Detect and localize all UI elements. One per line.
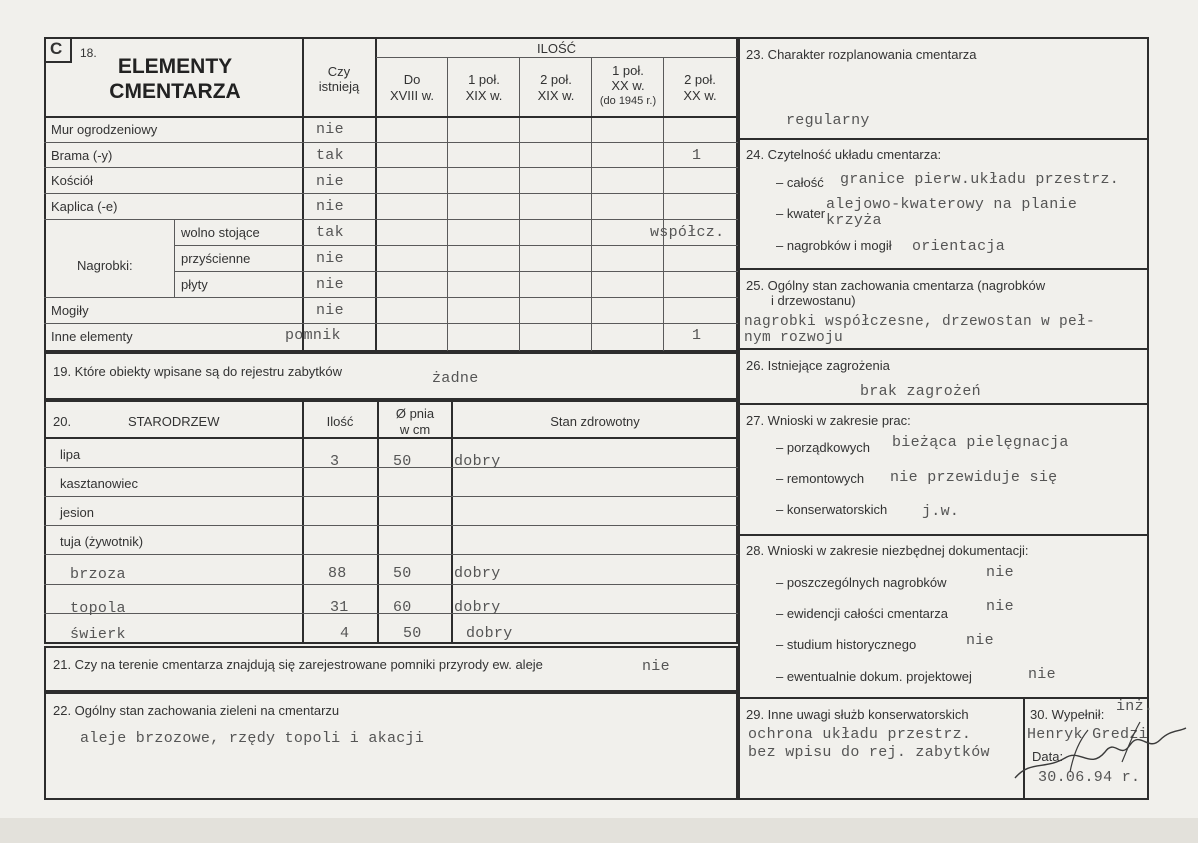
s21-value: nie <box>642 658 670 675</box>
col-header-l2: XIX w. <box>537 88 575 103</box>
s25-value-2: nym rozwoju <box>744 330 844 346</box>
tree-name: tuja (żywotnik) <box>60 534 144 549</box>
s24-kwater-value-1: alejowo-kwaterowy na planie <box>826 196 1078 213</box>
s27-item-label: – porządkowych <box>776 440 870 455</box>
s24-kwater-label: – kwater <box>776 206 826 221</box>
s20-col-qty: Ilość <box>326 414 354 429</box>
s28-item-label: – ewidencji całości cmentarza <box>776 606 948 621</box>
s27-label: 27. Wnioski w zakresie prac: <box>746 413 911 428</box>
s19-value: żadne <box>432 370 479 387</box>
s25-label-1: 25. Ogólny stan zachowania cmentarza (nagrobków <box>746 278 1046 293</box>
s27-item-value: nie przewiduje się <box>890 469 1058 486</box>
tree-diam: 50 <box>393 453 412 470</box>
s23-value: regularny <box>786 112 870 129</box>
row-label: Kaplica (-e) <box>51 199 118 214</box>
row-label: Mogiły <box>51 303 89 318</box>
col-header-l2: XX w. <box>683 88 717 103</box>
s27-item-value: bieżąca pielęgnacja <box>892 434 1069 451</box>
col-header-l1: 2 poł. <box>684 72 716 87</box>
row-label: przyścienne <box>181 251 251 266</box>
col-header-l2: XVIII w. <box>389 88 435 103</box>
s19-label: 19. Które obiekty wpisane są do rejestru zabytków <box>53 364 343 379</box>
tree-state: dobry <box>454 565 501 582</box>
s28-label: 28. Wnioski w zakresie niezbędnej dokumentacji: <box>746 543 1029 558</box>
tree-qty: 88 <box>328 565 347 582</box>
s23-label: 23. Charakter rozplanowania cmentarza <box>746 47 977 62</box>
row-label: Inne elementy <box>51 329 133 344</box>
s30-date-label: Data: <box>1032 749 1064 764</box>
s24-calosc-value: granice pierw.układu przestrz. <box>840 171 1120 188</box>
col-header-l1: 1 poł. <box>612 63 644 78</box>
row-label: wolno stojące <box>181 225 260 240</box>
card-bottom-edge <box>0 818 1198 843</box>
col-header-l1: Do <box>403 72 421 87</box>
row-count: 1 <box>692 147 702 164</box>
tree-name: lipa <box>60 447 81 462</box>
s24-nagrobkow-value: orientacja <box>912 238 1006 255</box>
col-header-l1: 2 poł. <box>540 72 572 87</box>
row-exists: nie <box>316 198 344 215</box>
tree-state: dobry <box>454 599 501 616</box>
row-label: Mur ogrodzeniowy <box>51 122 158 137</box>
row-label: płyty <box>181 277 208 292</box>
row-exists: nie <box>316 121 344 138</box>
col-header-l2: XIX w. <box>465 88 503 103</box>
row-exists: nie <box>316 276 344 293</box>
s28-item-label: – ewentualnie dokum. projektowej <box>776 669 972 684</box>
section-title-line1: ELEMENTY <box>117 55 233 78</box>
s29-label: 29. Inne uwagi służb konserwatorskich <box>746 707 969 722</box>
s28-item-value: nie <box>966 632 994 649</box>
s22-value: aleje brzozowe, rzędy topoli i akacji <box>80 730 425 747</box>
s28-item-label: – studium historycznego <box>776 637 917 652</box>
tree-qty: 3 <box>330 453 340 470</box>
s30-label: 30. Wypełnił: <box>1030 707 1105 722</box>
s20-col-diam-2: w cm <box>399 422 431 437</box>
s30-date-value: 30.06.94 r. <box>1038 769 1141 786</box>
s28-item-label: – poszczególnych nagrobków <box>776 575 947 590</box>
s20-number: 20. <box>53 414 72 429</box>
s27-item-label: – konserwatorskich <box>776 502 888 517</box>
s24-calosc-label: – całość <box>776 175 824 190</box>
row-exists: nie <box>316 173 344 190</box>
row-label: Kościół <box>51 173 93 188</box>
s22-label: 22. Ogólny stan zachowania zieleni na cmentarzu <box>53 703 340 718</box>
col-header-l1: 1 poł. <box>468 72 500 87</box>
tree-qty: 31 <box>330 599 349 616</box>
row-count: współcz. <box>650 224 725 241</box>
row-exists: tak <box>316 147 344 164</box>
s25-value-1: nagrobki współczesne, drzewostan w peł- <box>744 314 1096 330</box>
czy-header-1: Czy <box>327 64 351 79</box>
s28-item-value: nie <box>986 598 1014 615</box>
tree-name: świerk <box>70 626 126 643</box>
nagrobki-label: Nagrobki: <box>77 258 133 273</box>
row-count: 1 <box>692 327 702 344</box>
tree-diam: 60 <box>393 599 412 616</box>
tree-name: brzoza <box>70 566 126 583</box>
tree-name: topola <box>70 600 126 617</box>
row-exists: nie <box>316 250 344 267</box>
row-exists: pomnik <box>285 327 341 344</box>
ilosc-header: ILOŚĆ <box>536 41 576 56</box>
s28-item-value: nie <box>986 564 1014 581</box>
s24-kwater-value-2: krzyża <box>826 212 882 229</box>
row-exists: tak <box>316 224 344 241</box>
s30-title: inż. <box>1116 698 1154 715</box>
tree-name: jesion <box>60 505 94 520</box>
signature-mark <box>1010 700 1190 790</box>
s30-name: Henryk Gredzi <box>1027 726 1148 743</box>
s24-label: 24. Czytelność układu cmentarza: <box>746 147 942 162</box>
s26-value: brak zagrożeń <box>860 383 981 400</box>
s29-value-2: bez wpisu do rej. zabytków <box>748 744 990 761</box>
s24-nagrobkow-label: – nagrobków i mogił <box>776 238 892 253</box>
czy-header-2: istnieją <box>318 79 360 94</box>
tree-name: kasztanowiec <box>60 476 139 491</box>
section-letter: C <box>50 39 63 58</box>
s27-item-label: – remontowych <box>776 471 865 486</box>
s25-label-2: i drzewostanu) <box>771 293 856 308</box>
s29-value-1: ochrona układu przestrz. <box>748 726 972 743</box>
row-exists: nie <box>316 302 344 319</box>
s20-col-diam-1: Ø pnia <box>395 406 435 421</box>
row-label: Brama (-y) <box>51 148 113 163</box>
tree-diam: 50 <box>393 565 412 582</box>
col-header-l2: XX w. <box>611 78 645 93</box>
tree-state: dobry <box>466 625 513 642</box>
s20-col-state: Stan zdrowotny <box>550 414 640 429</box>
s27-item-value: j.w. <box>922 503 960 520</box>
tree-qty: 4 <box>340 625 350 642</box>
tree-diam: 50 <box>403 625 422 642</box>
s20-title: STARODRZEW <box>128 414 220 429</box>
s26-label: 26. Istniejące zagrożenia <box>746 358 890 373</box>
section-number: 18. <box>80 46 97 60</box>
tree-state: dobry <box>454 453 501 470</box>
section-title-line2: CMENTARZA <box>109 80 241 103</box>
col-header-l3: (do 1945 r.) <box>599 95 657 107</box>
s28-item-value: nie <box>1028 666 1056 683</box>
s21-label: 21. Czy na terenie cmentarza znajdują się zarejestrowane pomniki przyrody ew. aleje <box>53 657 543 672</box>
